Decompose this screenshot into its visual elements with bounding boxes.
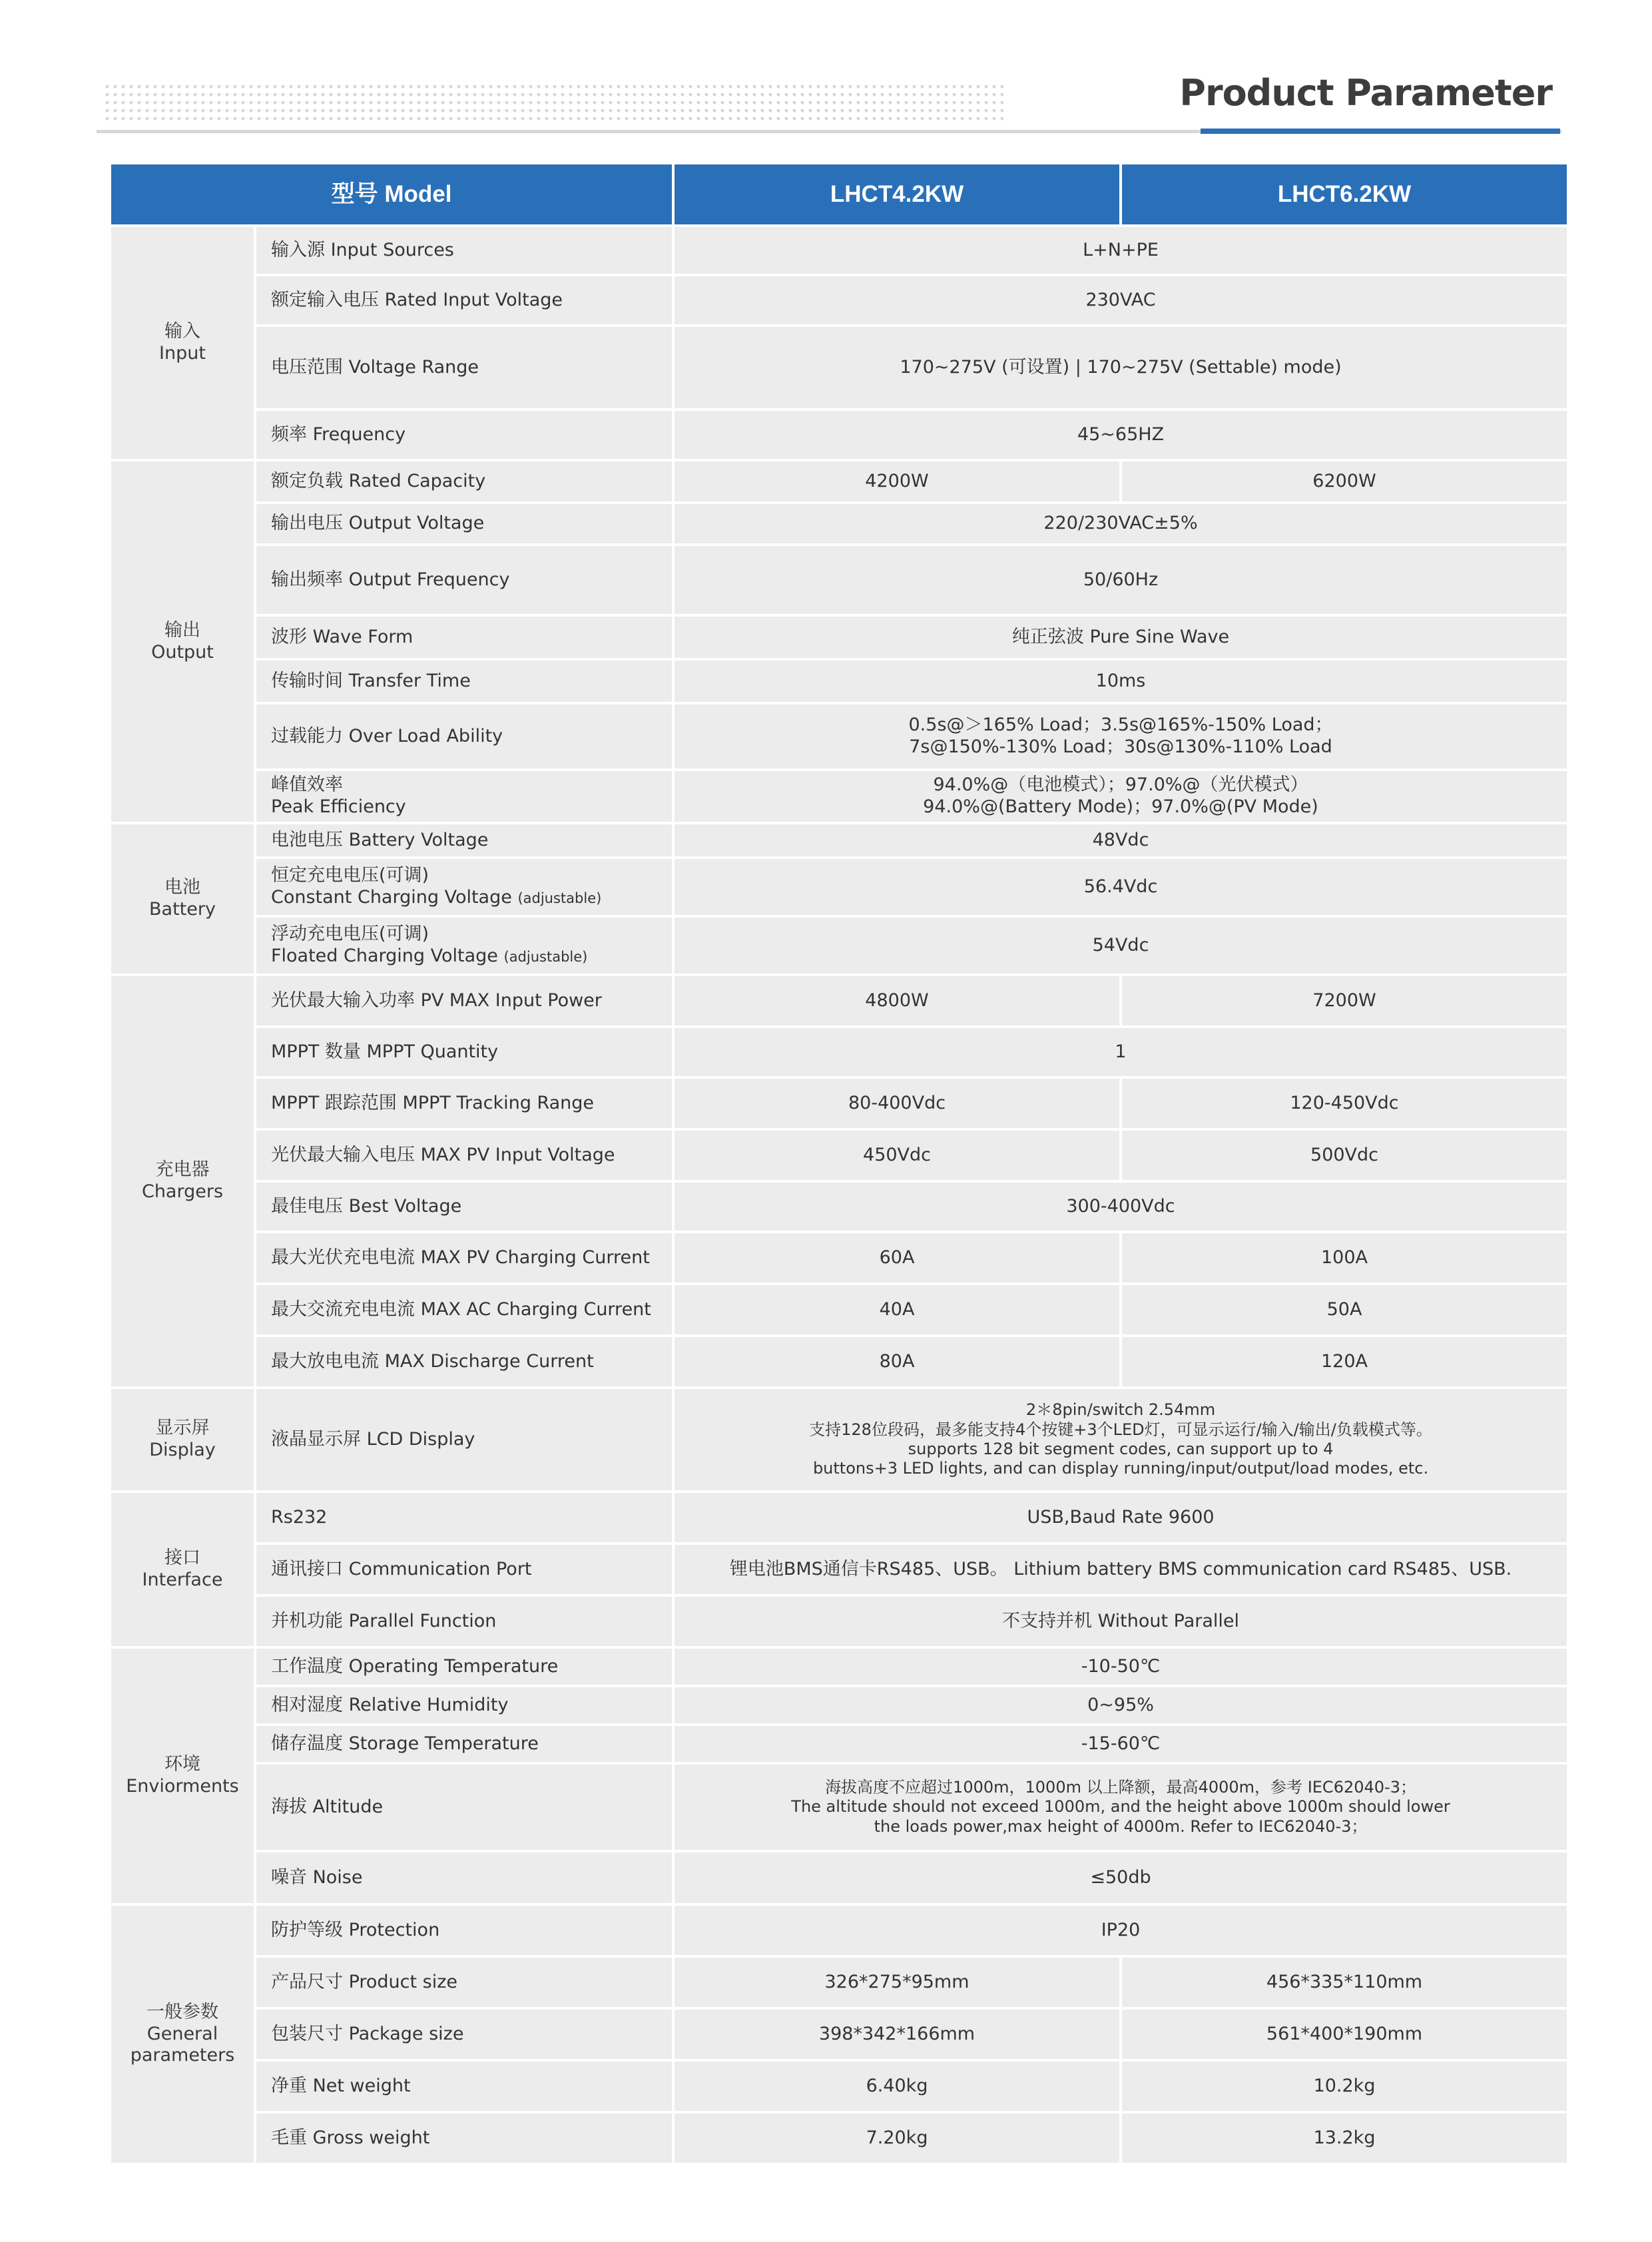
table-row — [110, 1904, 1568, 1956]
row-value: 0~95% — [673, 1686, 1568, 1725]
row-label: 输出电压 Output Voltage — [255, 503, 673, 545]
row-value-model-2: 120-450Vdc — [1121, 1077, 1568, 1129]
table-row — [110, 503, 1568, 545]
row-value-model-2: 561*400*190mm — [1121, 2008, 1568, 2060]
table-row — [110, 1181, 1568, 1232]
category-general: 一般参数 General parameters — [110, 1904, 255, 2164]
row-label: MPPT 数量 MPPT Quantity — [255, 1027, 673, 1077]
table-row — [110, 1129, 1568, 1181]
row-value: 锂电池BMS通信卡RS485、USB。 Lithium battery BMS communication card RS485、USB. — [673, 1543, 1568, 1595]
table-row — [110, 326, 1568, 410]
title-underline — [1201, 129, 1560, 134]
row-value: -10-50℃ — [673, 1647, 1568, 1686]
table-row — [110, 2060, 1568, 2112]
category-display: 显示屏 Display — [110, 1388, 255, 1492]
table-row — [110, 1543, 1568, 1595]
row-label: 液晶显示屏 LCD Display — [255, 1388, 673, 1492]
table-row — [110, 1232, 1568, 1284]
table-row — [110, 1595, 1568, 1647]
row-label: Rs232 — [255, 1492, 673, 1543]
row-label: 额定输入电压 Rated Input Voltage — [255, 275, 673, 326]
table-row — [110, 1336, 1568, 1388]
table-row — [110, 1763, 1568, 1851]
row-value: 10ms — [673, 659, 1568, 703]
row-label: 频率 Frequency — [255, 410, 673, 460]
row-value: 45~65HZ — [673, 410, 1568, 460]
row-value-model-1: 40A — [673, 1284, 1121, 1336]
row-value: 94.0%@（电池模式）；97.0%@（光伏模式） 94.0%@(Battery Mode)；97.0%@(PV Mode) — [673, 770, 1568, 823]
row-value-model-1: 60A — [673, 1232, 1121, 1284]
row-value: 300-400Vdc — [673, 1181, 1568, 1232]
row-value-model-2: 120A — [1121, 1336, 1568, 1388]
row-value-model-2: 500Vdc — [1121, 1129, 1568, 1181]
table-row — [110, 1388, 1568, 1492]
header-model-1: LHCT4.2KW — [673, 163, 1121, 226]
table-row — [110, 545, 1568, 615]
row-value-model-1: 398*342*166mm — [673, 2008, 1121, 2060]
row-value-model-2: 10.2kg — [1121, 2060, 1568, 2112]
row-value-model-1: 450Vdc — [673, 1129, 1121, 1181]
row-value: 170~275V (可设置) | 170~275V (Settable) mode) — [673, 326, 1568, 410]
row-value-model-2: 6200W — [1121, 460, 1568, 503]
row-value: 不支持并机 Without Parallel — [673, 1595, 1568, 1647]
row-value-model-2: 100A — [1121, 1232, 1568, 1284]
row-label: 防护等级 Protection — [255, 1904, 673, 1956]
table-row — [110, 703, 1568, 770]
table-row — [110, 858, 1568, 916]
table-row — [110, 916, 1568, 975]
row-label: 电池电压 Battery Voltage — [255, 823, 673, 858]
category-battery: 电池 Battery — [110, 823, 255, 975]
row-value: 0.5s@＞165% Load；3.5s@165%-150% Load； 7s@150%-130% Load；30s@130%-110% Load — [673, 703, 1568, 770]
table-row — [110, 275, 1568, 326]
row-value-model-2: 7200W — [1121, 975, 1568, 1027]
row-label: MPPT 跟踪范围 MPPT Tracking Range — [255, 1077, 673, 1129]
row-label: 输出频率 Output Frequency — [255, 545, 673, 615]
row-value-model-1: 7.20kg — [673, 2112, 1121, 2164]
row-value: -15-60℃ — [673, 1725, 1568, 1763]
spec-table — [109, 162, 1569, 2165]
row-label: 过载能力 Over Load Ability — [255, 703, 673, 770]
category-output: 输出 Output — [110, 460, 255, 823]
row-label: 工作温度 Operating Temperature — [255, 1647, 673, 1686]
row-label: 最佳电压 Best Voltage — [255, 1181, 673, 1232]
table-row — [110, 2112, 1568, 2164]
row-value-model-1: 326*275*95mm — [673, 1956, 1121, 2008]
row-value-model-2: 50A — [1121, 1284, 1568, 1336]
row-value-model-1: 80-400Vdc — [673, 1077, 1121, 1129]
row-value-model-1: 4800W — [673, 975, 1121, 1027]
row-value: 纯正弦波 Pure Sine Wave — [673, 615, 1568, 659]
row-value: 56.4Vdc — [673, 858, 1568, 916]
row-value: 2＊8pin/switch 2.54mm 支持128位段码，最多能支持4个按键+3个LED灯，可显示运行/输入/输出/负载模式等。 supports 128 bit segment codes, can support up to 4 buttons+3 LED lights, and can display running/input/output/load modes, etc. — [673, 1388, 1568, 1492]
row-label: 波形 Wave Form — [255, 615, 673, 659]
row-label: 输入源 Input Sources — [255, 226, 673, 275]
category-chargers: 充电器 Chargers — [110, 975, 255, 1388]
row-label: 最大交流充电电流 MAX AC Charging Current — [255, 1284, 673, 1336]
row-label: 储存温度 Storage Temperature — [255, 1725, 673, 1763]
row-label: 产品尺寸 Product size — [255, 1956, 673, 2008]
decorative-dot-pattern — [103, 83, 1003, 125]
row-value-model-1: 4200W — [673, 460, 1121, 503]
row-value: L+N+PE — [673, 226, 1568, 275]
table-row — [110, 1725, 1568, 1763]
category-interface: 接口 Interface — [110, 1492, 255, 1647]
category-environment: 环境 Enviorments — [110, 1647, 255, 1904]
table-row — [110, 460, 1568, 503]
row-label: 净重 Net weight — [255, 2060, 673, 2112]
table-header-row — [110, 163, 1568, 226]
row-label: 通讯接口 Communication Port — [255, 1543, 673, 1595]
row-value: 50/60Hz — [673, 545, 1568, 615]
table-row — [110, 659, 1568, 703]
table-row — [110, 1027, 1568, 1077]
row-label: 最大光伏充电电流 MAX PV Charging Current — [255, 1232, 673, 1284]
table-row — [110, 615, 1568, 659]
row-value: 海拔高度不应超过1000m，1000m 以上降额，最高4000m，参考 IEC62040-3； The altitude should not exceed 1000m, and the height above 1000m should lower the loads power,max height of 4000m. Refer to IEC62040-3； — [673, 1763, 1568, 1851]
row-label: 并机功能 Parallel Function — [255, 1595, 673, 1647]
row-label: 最大放电电流 MAX Discharge Current — [255, 1336, 673, 1388]
row-label: 光伏最大输入电压 MAX PV Input Voltage — [255, 1129, 673, 1181]
row-value: IP20 — [673, 1904, 1568, 1956]
row-value-model-2: 456*335*110mm — [1121, 1956, 1568, 2008]
table-row — [110, 823, 1568, 858]
row-label: 包装尺寸 Package size — [255, 2008, 673, 2060]
row-label: 毛重 Gross weight — [255, 2112, 673, 2164]
table-row — [110, 770, 1568, 823]
row-value: 230VAC — [673, 275, 1568, 326]
row-value-model-1: 6.40kg — [673, 2060, 1121, 2112]
row-label: 浮动充电电压(可调) Floated Charging Voltage (adjustable) — [255, 916, 673, 975]
row-label: 恒定充电电压(可调) Constant Charging Voltage (adjustable) — [255, 858, 673, 916]
table-row — [110, 1284, 1568, 1336]
table-row — [110, 975, 1568, 1027]
table-row — [110, 1492, 1568, 1543]
table-row — [110, 1647, 1568, 1686]
row-value: 220/230VAC±5% — [673, 503, 1568, 545]
row-label: 额定负载 Rated Capacity — [255, 460, 673, 503]
row-label: 传输时间 Transfer Time — [255, 659, 673, 703]
table-row — [110, 1686, 1568, 1725]
row-value: ≤50db — [673, 1851, 1568, 1904]
row-label: 相对湿度 Relative Humidity — [255, 1686, 673, 1725]
row-value: 1 — [673, 1027, 1568, 1077]
header-model: 型号 Model — [110, 163, 673, 226]
row-value: 48Vdc — [673, 823, 1568, 858]
table-row — [110, 226, 1568, 275]
table-row — [110, 1077, 1568, 1129]
row-value-model-2: 13.2kg — [1121, 2112, 1568, 2164]
row-value: 54Vdc — [673, 916, 1568, 975]
row-value: USB,Baud Rate 9600 — [673, 1492, 1568, 1543]
table-row — [110, 410, 1568, 460]
header-model-2: LHCT6.2KW — [1121, 163, 1568, 226]
row-label: 电压范围 Voltage Range — [255, 326, 673, 410]
category-input: 输入 Input — [110, 226, 255, 460]
row-label: 峰值效率 Peak Efficiency — [255, 770, 673, 823]
row-label: 光伏最大输入功率 PV MAX Input Power — [255, 975, 673, 1027]
row-label: 噪音 Noise — [255, 1851, 673, 1904]
row-label: 海拔 Altitude — [255, 1763, 673, 1851]
table-row — [110, 2008, 1568, 2060]
row-value-model-1: 80A — [673, 1336, 1121, 1388]
page-title: Product Parameter — [1179, 72, 1552, 114]
table-row — [110, 1851, 1568, 1904]
table-row — [110, 1956, 1568, 2008]
